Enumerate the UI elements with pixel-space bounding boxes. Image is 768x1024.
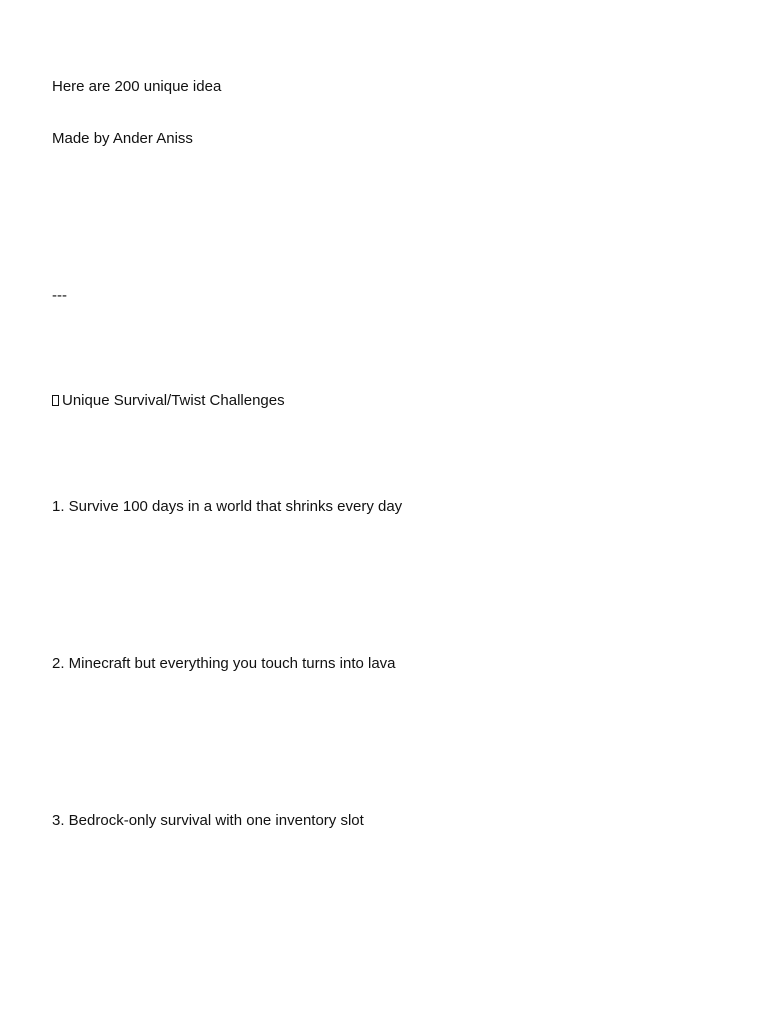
section-heading [52,391,285,411]
list-item: 3. Bedrock-only survival with one inventory slot [52,812,364,829]
missing-glyph-icon [52,395,59,406]
author-credit: Made by Ander Aniss [52,130,193,147]
intro-text: Here are 200 unique idea [52,78,222,95]
separator: --- [52,287,67,304]
section-heading-label: Unique Survival/Twist Challenges [62,392,285,409]
list-item: 2. Minecraft but everything you touch turns into lava [52,655,396,672]
list-item: 1. Survive 100 days in a world that shrinks every day [52,498,403,515]
